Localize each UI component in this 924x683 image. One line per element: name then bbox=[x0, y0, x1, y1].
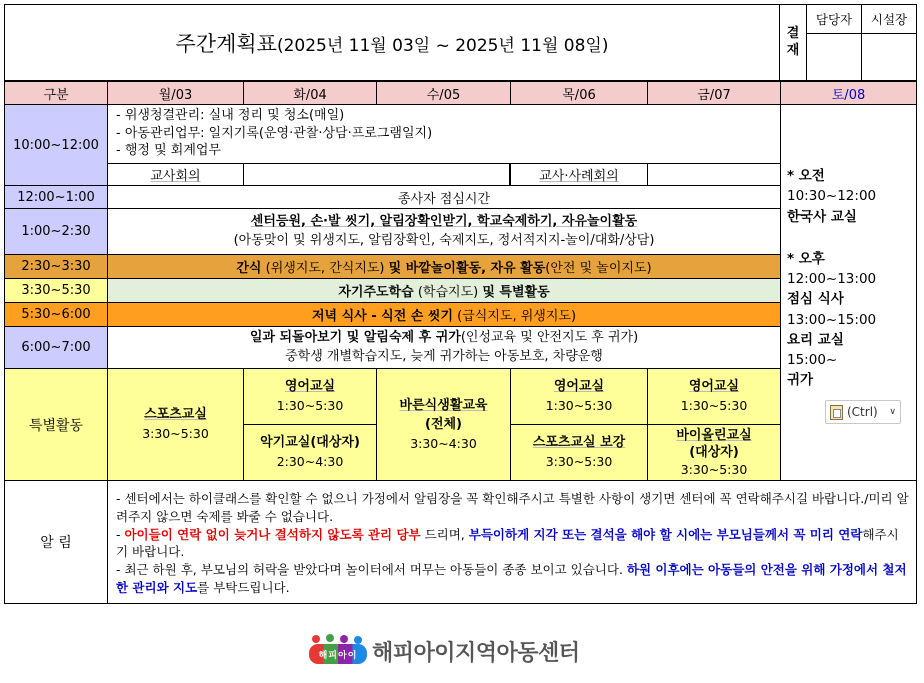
special-tue-bottom: 악기교실(대상자) 2:30~4:30 bbox=[243, 424, 377, 481]
time-r7: 6:00~7:00 bbox=[4, 326, 108, 369]
r1-tue-cell bbox=[243, 163, 510, 186]
sat-pm-activity: 점심 식사 bbox=[787, 291, 844, 308]
r6-dinner: 저녁 식사 - 식전 손 씻기 (급식지도, 위생지도) bbox=[107, 302, 781, 327]
title-box bbox=[4, 4, 780, 81]
happy-kids-logo-icon: 해피아이 bbox=[308, 635, 368, 667]
notice-body bbox=[107, 480, 917, 604]
time-r1: 10:00~12:00 bbox=[4, 104, 108, 186]
header-fri: 금/07 bbox=[647, 81, 781, 105]
special-tue-top: 영어교실 1:30~5:30 bbox=[243, 368, 377, 425]
special-mon: 스포츠교실 3:30~5:30 bbox=[107, 368, 244, 481]
r1-thu-meeting: 교사·사례회의 bbox=[510, 163, 648, 186]
header-thu: 목/06 bbox=[510, 81, 648, 105]
notice-paragraph-3: - 최근 하원 후, 부모님의 허락을 받았다며 놀이터에서 머무는 아동들이 종종 보이고 있습니다. 하원 이후에는 아동들의 안전을 위해 가정에서 철저한 관리와 지도를 부탁드립니다. bbox=[116, 562, 907, 595]
special-fri-top: 영어교실 1:30~5:30 bbox=[647, 368, 781, 425]
sat-pm-activity: 요리 교실 bbox=[787, 331, 844, 348]
r2-staff-lunch: 종사자 점심시간 bbox=[107, 185, 781, 209]
r3-line2: (아동맞이 및 위생지도, 알림장확인, 숙제지도, 정서적지지-놀이/대화/상담) bbox=[233, 232, 655, 248]
title-main: 주간계획표 bbox=[175, 31, 277, 56]
header-tue: 화/04 bbox=[243, 81, 377, 105]
notice-paragraph-1: - 센터에서는 하이클래스를 확인할 수 없으니 가정에서 알림장을 꼭 확인해주시고 특별한 사항이 생기면 센터에 꼭 연락해주시길 바랍니다./미리 알려주지 않으면 숙제를 봐줄 수 없습니다. bbox=[116, 491, 909, 524]
paste-options-label: (Ctrl) bbox=[847, 405, 878, 419]
sat-am-activity: 한국사 교실 bbox=[787, 208, 857, 225]
time-r6: 5:30~6:00 bbox=[4, 302, 108, 327]
notice-label: 알 림 bbox=[4, 480, 108, 604]
sat-pm-activity: 귀가 bbox=[787, 372, 814, 389]
chevron-down-icon: ∨ bbox=[889, 407, 896, 417]
r7-review: 일과 되돌아보기 및 알림숙제 후 귀가(인성교육 및 안전지도 후 귀가) 중학생 개별학습지도, 늦게 귀가하는 아동보호, 차량운행 bbox=[107, 326, 781, 369]
sat-pm-label: * 오후 bbox=[787, 250, 825, 267]
saturday-schedule bbox=[787, 166, 915, 391]
r5-study: 자기주도학습 (학습지도) 및 특별활동 bbox=[107, 278, 781, 303]
sat-pm-time: 12:00~13:00 bbox=[787, 271, 877, 287]
r3-line1: 센터등원, 손·발 씻기, 알림장확인받기, 학교숙제하기, 자유놀이활동 bbox=[250, 213, 638, 229]
header-category: 구분 bbox=[4, 81, 108, 105]
sat-am-label: * 오전 bbox=[787, 168, 825, 184]
time-r3: 1:00~2:30 bbox=[4, 208, 108, 255]
time-r5: 3:30~5:30 bbox=[4, 278, 108, 303]
clipboard-icon bbox=[830, 405, 843, 420]
approval-sign-staff bbox=[806, 33, 862, 81]
center-logo bbox=[308, 634, 580, 668]
notice-paragraph-2: - 아이들이 연락 없이 늦거나 결석하지 않도록 관리 당부 드리며, 부득이하게 지각 또는 결석을 해야 할 시에는 부모님들께서 꼭 미리 연락해주시기 바랍니다. bbox=[116, 526, 899, 560]
special-thu-bottom: 스포츠교실 보강 3:30~5:30 bbox=[510, 424, 648, 481]
r1-fri-cell bbox=[647, 163, 781, 186]
paste-options-button[interactable] bbox=[825, 400, 901, 424]
time-r2: 12:00~1:00 bbox=[4, 185, 108, 209]
sat-pm-time: 13:00~15:00 bbox=[787, 311, 877, 328]
sat-am-time: 10:30~12:00 bbox=[787, 188, 877, 205]
r4-snack: 간식 (위생지도, 간식지도) 및 바깥놀이활동, 자유 활동(안전 및 놀이지도) bbox=[107, 254, 781, 279]
r1-line: - 아동관리업무: 일지기록(운영·관찰·상담·프로그램일지) bbox=[116, 125, 433, 141]
header-sat: 토/08 bbox=[780, 81, 917, 105]
sat-pm-time: 15:00~ bbox=[787, 352, 838, 368]
title-period: (2025년 11월 03일 ~ 2025년 11월 08일) bbox=[276, 35, 609, 56]
org-name: 해피아이지역아동센터 bbox=[372, 640, 580, 666]
r1-line: - 위생청결관리: 실내 정리 및 청소(매일) bbox=[116, 108, 345, 123]
approval-sign-director bbox=[861, 33, 917, 81]
approval-label: 결재 bbox=[779, 4, 807, 81]
time-r4: 2:30~3:30 bbox=[4, 254, 108, 279]
r1-duties bbox=[107, 104, 781, 164]
special-wed: 바른식생활교육 (전체) 3:30~4:30 bbox=[376, 368, 511, 481]
approval-role-staff: 담당자 bbox=[806, 4, 862, 34]
approval-role-director: 시설장 bbox=[861, 4, 917, 34]
r1-line: - 행정 및 회계업무 bbox=[116, 143, 221, 159]
page-title bbox=[176, 28, 609, 58]
r3-arrival bbox=[107, 208, 781, 255]
special-fri-bottom: 바이올린교실 (대상자) 3:30~5:30 bbox=[647, 424, 781, 481]
header-wed: 수/05 bbox=[376, 81, 511, 105]
r7-line2: 중학생 개별학습지도, 늦게 귀가하는 아동보호, 차량운행 bbox=[285, 348, 603, 364]
special-label: 특별활동 bbox=[4, 368, 108, 481]
r1-mon-meeting: 교사회의 bbox=[107, 163, 244, 186]
header-mon: 월/03 bbox=[107, 81, 244, 105]
special-thu-top: 영어교실 1:30~5:30 bbox=[510, 368, 648, 425]
